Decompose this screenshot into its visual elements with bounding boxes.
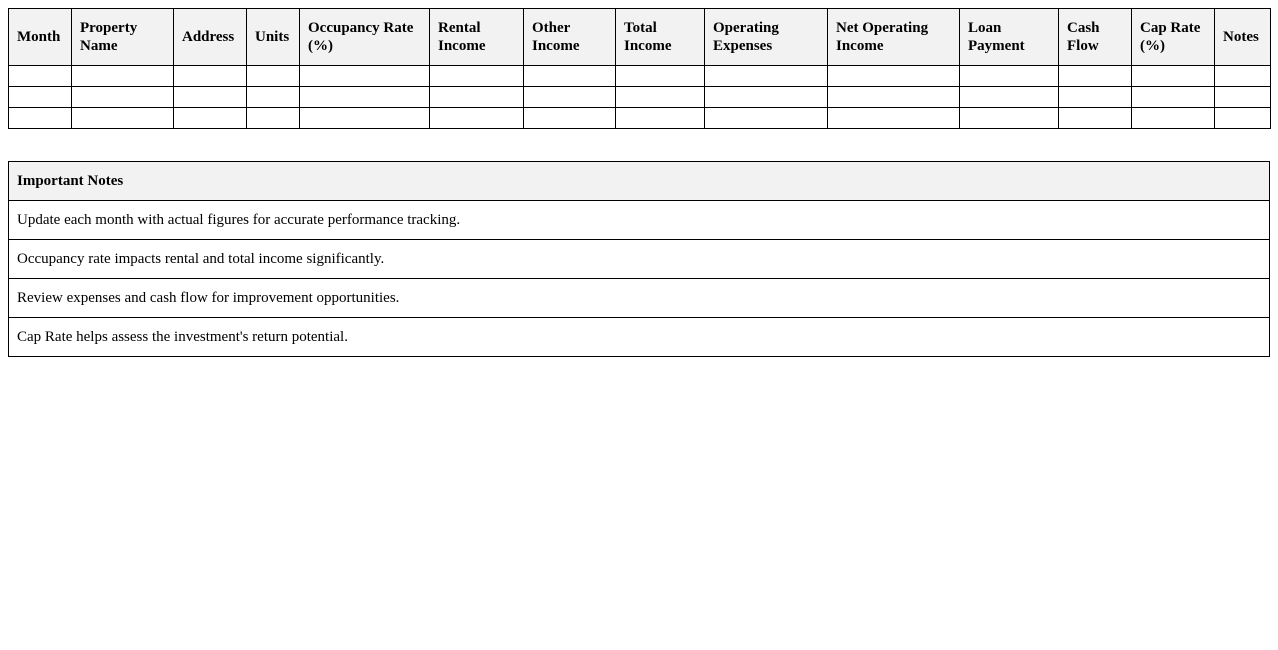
column-header-total-income: Total Income bbox=[616, 9, 705, 66]
table-cell[interactable] bbox=[1215, 87, 1271, 108]
table-row bbox=[9, 108, 1271, 129]
table-cell[interactable] bbox=[616, 66, 705, 87]
column-header-occupancy-rate: Occupancy Rate (%) bbox=[300, 9, 430, 66]
column-header-property-name: Property Name bbox=[72, 9, 174, 66]
table-cell[interactable] bbox=[616, 108, 705, 129]
table-cell[interactable] bbox=[430, 66, 524, 87]
column-header-units: Units bbox=[247, 9, 300, 66]
table-cell[interactable] bbox=[9, 66, 72, 87]
table-cell[interactable] bbox=[9, 87, 72, 108]
table-cell[interactable] bbox=[1132, 87, 1215, 108]
table-cell[interactable] bbox=[828, 87, 960, 108]
table-cell[interactable] bbox=[247, 108, 300, 129]
column-header-loan-payment: Loan Payment bbox=[960, 9, 1059, 66]
table-cell[interactable] bbox=[72, 87, 174, 108]
notes-heading: Important Notes bbox=[9, 162, 1270, 201]
note-row bbox=[9, 318, 1270, 357]
important-notes-table bbox=[8, 161, 1270, 357]
table-cell[interactable] bbox=[616, 87, 705, 108]
note-row bbox=[9, 201, 1270, 240]
notes-header-row bbox=[9, 162, 1270, 201]
column-header-cap-rate: Cap Rate (%) bbox=[1132, 9, 1215, 66]
column-header-cash-flow: Cash Flow bbox=[1059, 9, 1132, 66]
table-cell[interactable] bbox=[705, 108, 828, 129]
table-cell[interactable] bbox=[960, 87, 1059, 108]
column-header-address: Address bbox=[174, 9, 247, 66]
table-cell[interactable] bbox=[828, 66, 960, 87]
column-header-rental-income: Rental Income bbox=[430, 9, 524, 66]
note-row bbox=[9, 240, 1270, 279]
table-cell[interactable] bbox=[300, 66, 430, 87]
table-cell[interactable] bbox=[524, 66, 616, 87]
table-cell[interactable] bbox=[300, 87, 430, 108]
table-row bbox=[9, 66, 1271, 87]
table-cell[interactable] bbox=[1215, 108, 1271, 129]
table-cell[interactable] bbox=[174, 87, 247, 108]
table-cell[interactable] bbox=[72, 66, 174, 87]
table-cell[interactable] bbox=[430, 108, 524, 129]
column-header-operating-expenses: Operating Expenses bbox=[705, 9, 828, 66]
note-item: Review expenses and cash flow for improvement opportunities. bbox=[9, 279, 1270, 318]
column-header-month: Month bbox=[9, 9, 72, 66]
column-header-notes: Notes bbox=[1215, 9, 1271, 66]
note-item: Occupancy rate impacts rental and total income significantly. bbox=[9, 240, 1270, 279]
table-cell[interactable] bbox=[300, 108, 430, 129]
table-cell[interactable] bbox=[174, 108, 247, 129]
table-cell[interactable] bbox=[1059, 87, 1132, 108]
table-cell[interactable] bbox=[247, 66, 300, 87]
column-header-net-operating-income: Net Operating Income bbox=[828, 9, 960, 66]
property-performance-table bbox=[8, 8, 1271, 129]
note-item: Update each month with actual figures for accurate performance tracking. bbox=[9, 201, 1270, 240]
table-cell[interactable] bbox=[72, 108, 174, 129]
table-cell[interactable] bbox=[1059, 66, 1132, 87]
table-cell[interactable] bbox=[430, 87, 524, 108]
table-cell[interactable] bbox=[828, 108, 960, 129]
page-content bbox=[8, 8, 1270, 357]
table-cell[interactable] bbox=[960, 66, 1059, 87]
table-cell[interactable] bbox=[1215, 66, 1271, 87]
table-cell[interactable] bbox=[705, 87, 828, 108]
note-item: Cap Rate helps assess the investment's return potential. bbox=[9, 318, 1270, 357]
table-cell[interactable] bbox=[524, 87, 616, 108]
table-cell[interactable] bbox=[960, 108, 1059, 129]
table-cell[interactable] bbox=[1132, 66, 1215, 87]
header-row bbox=[9, 9, 1271, 66]
table-row bbox=[9, 87, 1271, 108]
table-cell[interactable] bbox=[1132, 108, 1215, 129]
table-cell[interactable] bbox=[9, 108, 72, 129]
table-cell[interactable] bbox=[174, 66, 247, 87]
note-row bbox=[9, 279, 1270, 318]
table-cell[interactable] bbox=[247, 87, 300, 108]
table-cell[interactable] bbox=[1059, 108, 1132, 129]
column-header-other-income: Other Income bbox=[524, 9, 616, 66]
table-cell[interactable] bbox=[524, 108, 616, 129]
table-cell[interactable] bbox=[705, 66, 828, 87]
